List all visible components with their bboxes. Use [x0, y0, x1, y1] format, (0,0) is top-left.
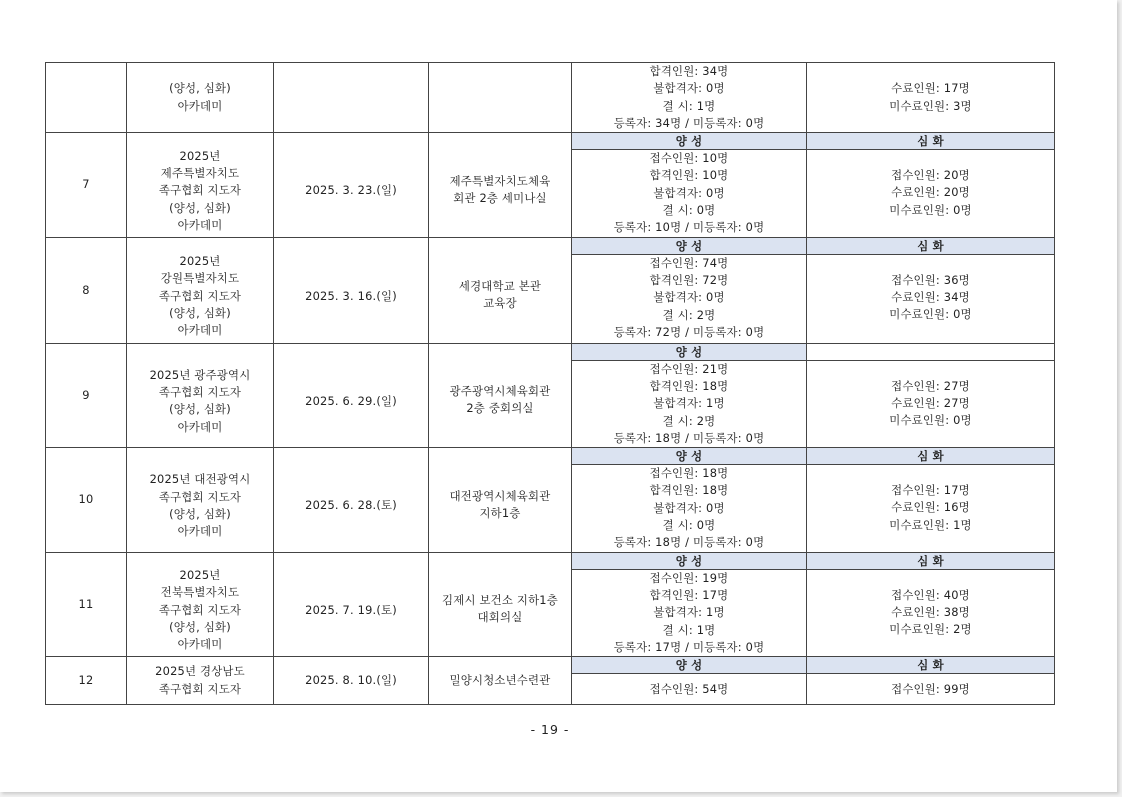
- result-line: 접수인원: 19명: [649, 570, 729, 585]
- cell-number: 7: [46, 133, 127, 237]
- cell-advanced-result: [807, 63, 1055, 133]
- table-row: [46, 63, 1055, 133]
- venue-line: 대전광역시체육회관: [449, 488, 551, 503]
- table-row: [46, 237, 1055, 343]
- result-line: 합격인원: 72명: [649, 272, 729, 287]
- cell-training-result: [572, 133, 807, 237]
- academy-name-line: 2025년: [179, 568, 221, 583]
- cell-training-result: [572, 63, 807, 133]
- training-band-header: 양 성: [572, 448, 806, 465]
- result-line: 접수인원: 36명: [891, 272, 970, 287]
- venue-line: 세경대학교 본관: [458, 278, 542, 293]
- table-row: [46, 343, 1055, 447]
- result-line: 접수인원: 20명: [891, 168, 970, 183]
- academy-name-line: 2025년: [179, 148, 221, 163]
- academy-name-line: 제주특별자치도: [160, 165, 240, 180]
- result-line: 미수료인원: 0명: [889, 413, 972, 428]
- cell-number: 10: [46, 448, 127, 552]
- result-line: 합격인원: 10명: [649, 168, 729, 183]
- cell-venue: [429, 237, 572, 343]
- academy-name-line: 2025년: [179, 253, 221, 268]
- cell-training-result: [572, 237, 807, 343]
- result-line: 등록자: 34명 / 미등록자: 0명: [613, 115, 765, 130]
- academy-name-line: (양성, 심화): [169, 620, 231, 635]
- venue-line: 김제시 보건소 지하1층: [442, 593, 558, 608]
- result-line: 결 시: 1명: [662, 622, 716, 637]
- academy-name-line: 2025년 대전광역시: [149, 472, 251, 487]
- cell-venue: [429, 552, 572, 656]
- result-line: 등록자: 17명 / 미등록자: 0명: [613, 639, 765, 654]
- cell-date: 2025. 7. 19.(토): [274, 552, 429, 656]
- academy-name-line: 2025년 광주광역시: [149, 367, 251, 382]
- cell-training-result: [572, 552, 807, 656]
- result-line: 합격인원: 18명: [649, 483, 729, 498]
- result-line: 접수인원: 17명: [891, 483, 970, 498]
- academy-name-line: 족구협회 지도자: [158, 288, 242, 303]
- cell-number: [46, 63, 127, 133]
- academy-name-line: 족구협회 지도자: [158, 489, 242, 504]
- academy-name-line: (양성, 심화): [169, 200, 231, 215]
- training-band-header: 양 성: [572, 553, 806, 570]
- cell-date: 2025. 3. 16.(일): [274, 237, 429, 343]
- cell-academy-name: [127, 343, 274, 447]
- cell-date: 2025. 6. 29.(일): [274, 343, 429, 447]
- venue-line: 광주광역시체육회관: [449, 384, 551, 399]
- result-line: 수료인원: 17명: [891, 81, 970, 96]
- result-line: 불합격자: 0명: [653, 500, 725, 515]
- academy-name-line: 족구협회 지도자: [158, 681, 242, 696]
- cell-number: 8: [46, 237, 127, 343]
- cell-academy-name: [127, 133, 274, 237]
- page-number: - 19 -: [530, 722, 570, 737]
- cell-advanced-result: [807, 552, 1055, 656]
- cell-date: 2025. 6. 28.(토): [274, 448, 429, 552]
- academy-name-line: 아카데미: [177, 419, 223, 434]
- venue-line: 밀양시청소년수련관: [449, 672, 551, 687]
- cell-venue: [429, 657, 572, 705]
- venue-line: 제주특별자치도체육: [449, 173, 551, 188]
- academy-name-line: 아카데미: [177, 323, 223, 338]
- table-row: [46, 133, 1055, 237]
- cell-date: [274, 63, 429, 133]
- academy-name-line: 족구협회 지도자: [158, 602, 242, 617]
- advanced-band-header: 심 화: [807, 448, 1054, 465]
- result-line: 결 시: 0명: [662, 203, 716, 218]
- cell-academy-name: [127, 237, 274, 343]
- cell-venue: [429, 63, 572, 133]
- cell-academy-name: [127, 63, 274, 133]
- cell-date: 2025. 3. 23.(일): [274, 133, 429, 237]
- result-line: 불합격자: 0명: [653, 290, 725, 305]
- result-line: 결 시: 2명: [662, 413, 716, 428]
- result-line: 수료인원: 16명: [891, 500, 970, 515]
- result-line: 불합격자: 0명: [653, 81, 725, 96]
- academy-name-line: (양성, 심화): [169, 506, 231, 521]
- cell-advanced-result: [807, 657, 1055, 705]
- result-line: 결 시: 1명: [662, 98, 716, 113]
- venue-line: 2층 중회의실: [466, 401, 534, 416]
- cell-training-result: [572, 657, 807, 705]
- cell-training-result: [572, 343, 807, 447]
- cell-advanced-result: [807, 133, 1055, 237]
- result-line: 등록자: 10명 / 미등록자: 0명: [613, 220, 765, 235]
- result-line: 합격인원: 18명: [649, 378, 729, 393]
- academy-name-line: 아카데미: [177, 217, 223, 232]
- academy-name-line: (양성, 심화): [169, 81, 231, 96]
- result-line: 불합격자: 1명: [653, 605, 725, 620]
- result-line: 불합격자: 0명: [653, 185, 725, 200]
- academy-name-line: 아카데미: [177, 524, 223, 539]
- result-line: 수료인원: 38명: [891, 604, 970, 619]
- result-line: 결 시: 0명: [662, 518, 716, 533]
- result-line: 불합격자: 1명: [653, 396, 725, 411]
- academy-name-line: (양성, 심화): [169, 305, 231, 320]
- result-line: 수료인원: 34명: [891, 289, 970, 304]
- venue-line: 대회의실: [477, 610, 523, 625]
- academy-name-line: 2025년 경상남도: [155, 664, 245, 679]
- result-line: 미수료인원: 0명: [889, 202, 972, 217]
- result-line: 접수인원: 99명: [891, 682, 970, 697]
- academy-name-line: 아카데미: [177, 98, 223, 113]
- academy-name-line: 족구협회 지도자: [158, 183, 242, 198]
- result-line: 수료인원: 20명: [891, 185, 970, 200]
- advanced-band-header: 심 화: [807, 553, 1054, 570]
- cell-academy-name: [127, 657, 274, 705]
- cell-venue: [429, 448, 572, 552]
- result-line: 등록자: 18명 / 미등록자: 0명: [613, 430, 765, 445]
- cell-date: 2025. 8. 10.(일): [274, 657, 429, 705]
- result-line: 미수료인원: 2명: [889, 622, 972, 637]
- cell-number: 9: [46, 343, 127, 447]
- result-line: 등록자: 72명 / 미등록자: 0명: [613, 324, 765, 339]
- result-line: 수료인원: 27명: [891, 395, 970, 410]
- cell-venue: [429, 133, 572, 237]
- result-line: 등록자: 18명 / 미등록자: 0명: [613, 535, 765, 550]
- training-band-header: 양 성: [572, 657, 806, 674]
- table-row: [46, 448, 1055, 552]
- advanced-band-header: 심 화: [807, 238, 1054, 255]
- cell-advanced-result: [807, 237, 1055, 343]
- result-line: 접수인원: 40명: [891, 587, 970, 602]
- academy-results-table: [45, 62, 1055, 705]
- cell-venue: [429, 343, 572, 447]
- academy-name-line: 강원특별자치도: [160, 271, 240, 286]
- result-line: 미수료인원: 3명: [889, 98, 972, 113]
- cell-number: 11: [46, 552, 127, 656]
- training-band-header: 양 성: [572, 133, 806, 150]
- cell-advanced-result: [807, 448, 1055, 552]
- venue-line: 지하1층: [479, 505, 521, 520]
- result-line: 접수인원: 10명: [649, 151, 729, 166]
- table-row: [46, 657, 1055, 705]
- cell-advanced-result: [807, 343, 1055, 447]
- advanced-band-header: 심 화: [807, 133, 1054, 150]
- result-line: 접수인원: 54명: [649, 682, 729, 697]
- result-line: 미수료인원: 1명: [889, 517, 972, 532]
- table-row: [46, 552, 1055, 656]
- academy-name-line: 전북특별자치도: [160, 585, 240, 600]
- result-line: 접수인원: 21명: [649, 361, 729, 376]
- advanced-band-header: 심 화: [807, 657, 1054, 674]
- cell-number: 12: [46, 657, 127, 705]
- result-line: 미수료인원: 0명: [889, 307, 972, 322]
- result-line: 결 시: 2명: [662, 307, 716, 322]
- cell-academy-name: [127, 448, 274, 552]
- result-line: 접수인원: 27명: [891, 378, 970, 393]
- result-line: 접수인원: 74명: [649, 255, 729, 270]
- advanced-band-header: [807, 344, 1054, 361]
- academy-name-line: 아카데미: [177, 637, 223, 652]
- result-line: 합격인원: 17명: [649, 587, 729, 602]
- cell-academy-name: [127, 552, 274, 656]
- result-line: 합격인원: 34명: [649, 64, 729, 78]
- training-band-header: 양 성: [572, 344, 806, 361]
- training-band-header: 양 성: [572, 238, 806, 255]
- academy-name-line: (양성, 심화): [169, 402, 231, 417]
- academy-name-line: 족구협회 지도자: [158, 385, 242, 400]
- cell-training-result: [572, 448, 807, 552]
- result-line: 접수인원: 18명: [649, 466, 729, 481]
- venue-line: 교육장: [483, 296, 517, 311]
- venue-line: 회관 2층 세미나실: [453, 190, 547, 205]
